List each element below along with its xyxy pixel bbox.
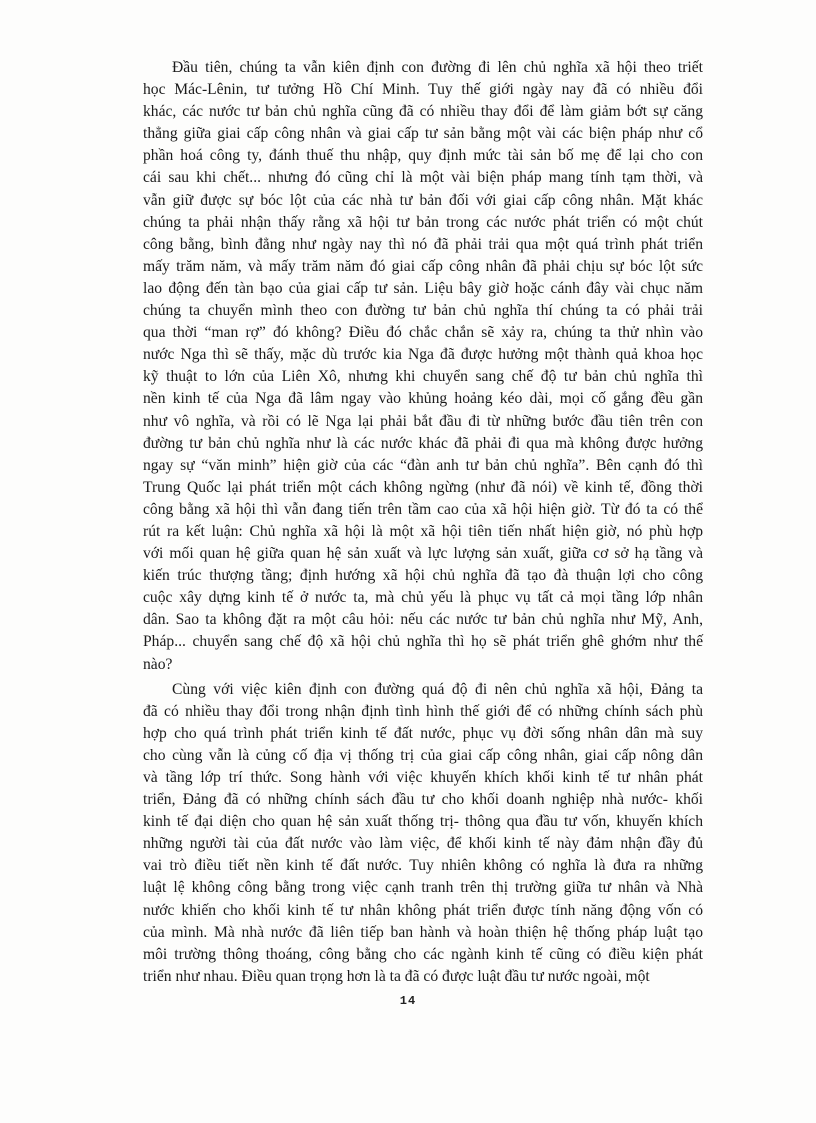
text-line: đã có nhiều thay đổi trong nhận định tình hình thế giới để có những chính sách phù bbox=[143, 702, 703, 720]
text-line: vai trò điều tiết nền kinh tế đất nước. Tuy nhiên không có nghĩa là đưa ra những bbox=[143, 857, 703, 875]
text-line: Pháp... chuyển sang chế độ xã hội chủ nghĩa thì họ sẽ phát triển ghê ghớm như thế bbox=[143, 633, 703, 651]
text-line: qua thời “man rợ” đó không? Điều đó chắc chắn sẽ xảy ra, chúng ta thử nhìn vào bbox=[143, 324, 703, 342]
text-line: những người tài của đất nước vào làm việc, để khối kinh tế này đảm nhận đầy đủ bbox=[143, 835, 703, 853]
text-line: luật lệ không công bằng trong việc cạnh tranh trên thị trường giữa tư nhân và Nhà bbox=[143, 879, 703, 897]
text-line: chúng ta phải nhận thấy rằng xã hội tư bản trong các nước phát triển có một chút bbox=[143, 213, 703, 231]
text-line: chúng ta chuyển mình theo con đường tư bản chủ nghĩa thí chúng ta có phải trải bbox=[143, 302, 703, 320]
text-line: lao động đến tàn bạo của giai cấp tư sản. Liệu bây giờ hoặc cánh đây vài chục năm bbox=[143, 279, 703, 297]
text-line: như vô nghĩa, và rồi có lẽ Nga lại phải bắt đầu đi từ những bước đầu tiên trên con bbox=[143, 412, 703, 430]
text-line: cái sau khi chết... nhưng đó cũng chỉ là một vài biện pháp mang tính tạm thời, và bbox=[143, 169, 703, 187]
text-line: mấy trăm năm, và mấy trăm năm đó giai cấp công nhân đã phải chịu sự bóc lột sức bbox=[143, 257, 703, 275]
paragraph-1 bbox=[143, 57, 703, 676]
text-line: kinh tế đại diện cho quan hệ sản xuất thống trị- thông qua đầu tư vốn, khuyến khích bbox=[143, 813, 703, 831]
text-line: dân. Sao ta không đặt ra một câu hỏi: nếu các nước tư bản chủ nghĩa như Mỹ, Anh, bbox=[143, 611, 703, 629]
text-line: Trung Quốc lại phát triển một cách không ngừng (như đã nói) về kinh tế, đồng thời bbox=[143, 478, 703, 496]
document-body bbox=[143, 57, 703, 988]
text-line: nào? bbox=[143, 655, 173, 673]
text-line: của mình. Mà nhà nước đã liên tiếp ban hành và hoàn thiện hệ thống pháp luật tạo bbox=[143, 923, 703, 941]
text-line: nền kinh tế của Nga đã lâm ngay vào khủng hoảng kéo dài, mọi cố gắng đều gần bbox=[143, 390, 703, 408]
text-line: và tầng lớp trí thức. Song hành với việc khuyến khích khối kinh tế tư nhân phát bbox=[143, 769, 703, 786]
text-line: khác, các nước tư bản chủ nghĩa cũng đã có nhiều thay đổi để làm giảm bớt sự căng bbox=[143, 103, 703, 121]
text-line: công bằng xã hội thì vẫn đang tiến trên tầm cao của xã hội hiện giờ. Từ đó ta có thể bbox=[143, 500, 703, 518]
text-line: Đầu tiên, chúng ta vẫn kiên định con đường đi lên chủ nghĩa xã hội theo triết bbox=[172, 59, 703, 76]
text-line: hợp cho quá trình phát triển kinh tế đất nước, phục vụ đời sống nhân dân mà suy bbox=[143, 724, 703, 742]
text-line: rút ra kết luận: Chủ nghĩa xã hội là một xã hội tiên tiến nhất hiện giờ, nó phù hợp bbox=[143, 522, 703, 540]
page-number: 14 bbox=[399, 994, 417, 1008]
paragraph-2 bbox=[143, 679, 703, 988]
text-line: ngay sự “văn minh” hiện giờ của các “đàn anh tư bản chủ nghĩa”. Bên cạnh đó thì bbox=[143, 456, 703, 474]
text-line: nước khiến cho khối kinh tế tư nhân không phát triển được tính năng động vốn có bbox=[143, 901, 703, 919]
text-line: công bằng, bình đẳng như ngày nay thì nó đã phải trải qua một quá trình phát triển bbox=[143, 235, 703, 253]
text-line: triển, Đảng đã có những chính sách đầu tư cho khối doanh nghiệp nhà nước- khối bbox=[143, 791, 703, 809]
text-line: môi trường thông thoáng, công bằng cho các ngành kinh tế cũng có điều kiện phát bbox=[143, 945, 703, 963]
text-line: phần hoá công ty, đánh thuế thu nhập, quy định mức tài sản bố mẹ để lại cho con bbox=[143, 147, 703, 165]
text-line: đường tư bản chủ nghĩa như là các nước khác đã phải đi qua mà không được hưởng bbox=[143, 434, 703, 452]
text-line: học Mác-Lênin, tư tưởng Hồ Chí Minh. Tuy thế giới ngày nay đã có nhiều đổi bbox=[143, 81, 703, 99]
text-line: với mối quan hệ giữa quan hệ sản xuất và lực lượng sản xuất, giữa cơ sở hạ tầng và bbox=[143, 545, 703, 563]
text-line: Cùng với việc kiên định con đường quá độ đi nên chủ nghĩa xã hội, Đảng ta bbox=[172, 680, 703, 698]
text-line: vẫn giữ được sự bóc lột của các nhà tư bản đối với giai cấp công nhân. Mặt khác bbox=[143, 191, 703, 209]
text-line: cuộc xây dựng kinh tế ở nước ta, mà chủ yếu là phục vụ tất cả mọi tầng lớp nhân bbox=[143, 589, 703, 607]
text-line: nước Nga thì sẽ thấy, mặc dù trước kia Nga đã được hưởng một thành quả khoa học bbox=[143, 346, 703, 364]
text-line: kiến trúc thượng tầng; định hướng xã hội chủ nghĩa đã tạo đà thuận lợi cho công bbox=[143, 567, 703, 585]
text-line: cho cùng vẫn là củng cố địa vị thống trị của giai cấp công nhân, giai cấp nông dân bbox=[143, 746, 703, 764]
text-line: kỹ thuật to lớn của Liên Xô, nhưng khi chuyển sang chế độ tư bản chủ nghĩa thì bbox=[143, 368, 703, 386]
text-line: thẳng giữa giai cấp công nhân và giai cấp tư sản bằng một vài các biện pháp như cổ bbox=[143, 125, 703, 143]
text-line: triển như nhau. Điều quan trọng hơn là ta đã có được luật đầu tư nước ngoài, một bbox=[143, 967, 650, 985]
